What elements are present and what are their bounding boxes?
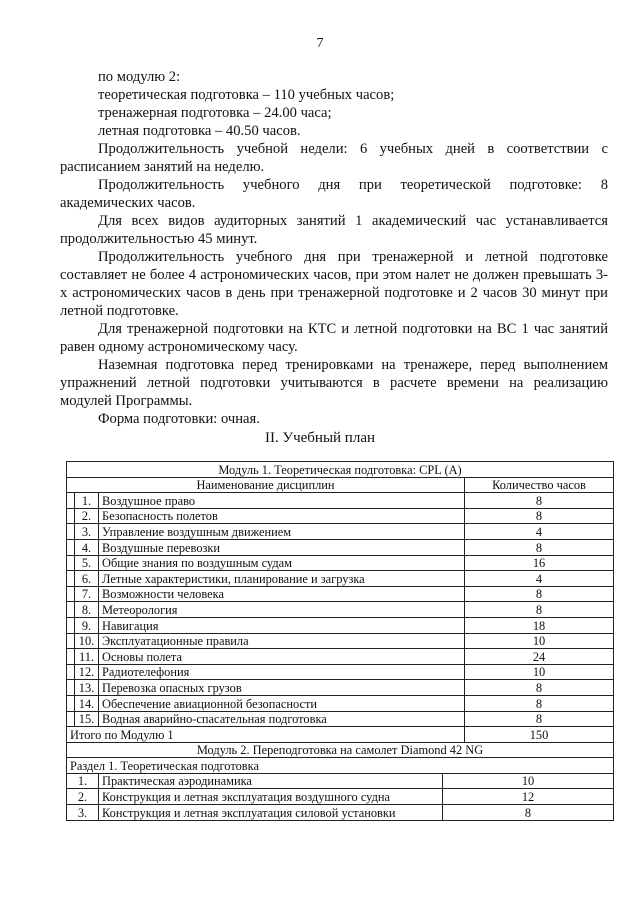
row-number: 10.: [75, 633, 99, 649]
discipline-hours: 8: [465, 508, 614, 524]
row-number: 2.: [75, 508, 99, 524]
paragraph: Форма подготовки: очная.: [98, 411, 260, 427]
discipline-hours: 12: [443, 789, 614, 805]
table-header-row: [67, 477, 614, 493]
discipline-hours: 10: [443, 773, 614, 789]
table-row: [67, 680, 614, 696]
discipline-name: Обеспечение авиационной безопасности: [99, 695, 465, 711]
row-number: 9.: [75, 617, 99, 633]
row-spacer: [67, 571, 75, 587]
table-row: [67, 602, 614, 618]
module1-title: Модуль 1. Теоретическая подготовка: CPL (A): [67, 462, 614, 478]
paragraph: Для тренажерной подготовки на КТС и летной подготовки на ВС 1 час занятий равен одному астрономическому часу.: [60, 321, 608, 355]
table-row: [67, 711, 614, 727]
row-number: 1.: [75, 493, 99, 509]
table-row: [67, 664, 614, 680]
paragraph: летная подготовка – 40.50 часов.: [98, 123, 301, 139]
row-spacer: [67, 680, 75, 696]
total-label: Итого по Модулю 1: [67, 727, 465, 743]
table-row: [67, 586, 614, 602]
discipline-hours: 18: [465, 617, 614, 633]
table-row: [67, 617, 614, 633]
discipline-hours: 10: [465, 633, 614, 649]
row-number: 11.: [75, 649, 99, 665]
paragraph: теоретическая подготовка – 110 учебных часов;: [98, 87, 395, 103]
discipline-name: Эксплуатационные правила: [99, 633, 465, 649]
module2-title: Модуль 2. Переподготовка на самолет Diamond 42 NG: [67, 742, 614, 758]
column-header-hours: Количество часов: [465, 477, 614, 493]
row-spacer: [67, 493, 75, 509]
paragraph: Продолжительность учебного дня при теоретической подготовке: 8 академических часов.: [60, 177, 608, 211]
row-spacer: [67, 586, 75, 602]
table-row: [67, 633, 614, 649]
total-hours: 150: [465, 727, 614, 743]
section1-title-row: [67, 758, 614, 774]
table-row: [67, 493, 614, 509]
discipline-name: Возможности человека: [99, 586, 465, 602]
discipline-hours: 8: [465, 602, 614, 618]
row-number: 7.: [75, 586, 99, 602]
discipline-hours: 16: [465, 555, 614, 571]
discipline-name: Навигация: [99, 617, 465, 633]
discipline-name: Основы полета: [99, 649, 465, 665]
row-spacer: [67, 711, 75, 727]
row-spacer: [67, 508, 75, 524]
discipline-hours: 8: [465, 493, 614, 509]
paragraph: Продолжительность учебного дня при тренажерной и летной подготовке составляет не более 4 астрономических часов, при этом налет не должен превышать 3-х астрономических часов в день при тренажерной подготовке и 2 часов 30 минут при летной подготовке.: [60, 249, 608, 319]
row-spacer: [67, 555, 75, 571]
discipline-hours: 4: [465, 524, 614, 540]
discipline-name: Перевозка опасных грузов: [99, 680, 465, 696]
paragraph: Наземная подготовка перед тренировками на тренажере, перед выполнением упражнений летной подготовки учитываются в расчете времени на реализацию модулей Программы.: [60, 357, 608, 409]
body-text: [60, 68, 608, 428]
row-number: 8.: [75, 602, 99, 618]
row-spacer: [67, 664, 75, 680]
paragraph: Продолжительность учебной недели: 6 учебных дней в соответствии с расписанием занятий на неделю.: [60, 141, 608, 175]
discipline-name: Безопасность полетов: [99, 508, 465, 524]
row-number: 13.: [75, 680, 99, 696]
section1-title: Раздел 1. Теоретическая подготовка: [67, 758, 614, 774]
module1-title-row: [67, 462, 614, 478]
table-row: [67, 539, 614, 555]
discipline-name: Воздушные перевозки: [99, 539, 465, 555]
row-number: 3.: [75, 524, 99, 540]
discipline-hours: 8: [465, 586, 614, 602]
total-row: [67, 727, 614, 743]
row-number: 14.: [75, 695, 99, 711]
section-title: II. Учебный план: [264, 430, 376, 446]
curriculum-table: [66, 461, 614, 821]
row-spacer: [67, 539, 75, 555]
row-number: 15.: [75, 711, 99, 727]
paragraph: Для всех видов аудиторных занятий 1 академический час устанавливается продолжительностью 45 минут.: [60, 213, 608, 247]
table-row: [67, 571, 614, 587]
discipline-hours: 10: [465, 664, 614, 680]
row-spacer: [67, 649, 75, 665]
discipline-hours: 8: [465, 539, 614, 555]
row-spacer: [67, 633, 75, 649]
row-spacer: [67, 524, 75, 540]
page-number: 7: [316, 36, 324, 51]
row-number: 3.: [67, 805, 99, 821]
discipline-name: Конструкция и летная эксплуатация силовой установки: [99, 805, 443, 821]
paragraph: по модулю 2:: [98, 69, 181, 85]
row-number: 2.: [67, 789, 99, 805]
discipline-name: Практическая аэродинамика: [99, 773, 443, 789]
discipline-name: Конструкция и летная эксплуатация воздушного судна: [99, 789, 443, 805]
discipline-name: Водная аварийно-спасательная подготовка: [99, 711, 465, 727]
table-row: [67, 695, 614, 711]
row-spacer: [67, 602, 75, 618]
module2-title-row: [67, 742, 614, 758]
discipline-hours: 8: [465, 711, 614, 727]
discipline-hours: 8: [465, 695, 614, 711]
table-row: [67, 649, 614, 665]
discipline-hours: 4: [465, 571, 614, 587]
row-number: 5.: [75, 555, 99, 571]
table-row: [67, 789, 614, 805]
discipline-name: Управление воздушным движением: [99, 524, 465, 540]
row-number: 4.: [75, 539, 99, 555]
discipline-name: Радиотелефония: [99, 664, 465, 680]
table-row: [67, 555, 614, 571]
discipline-hours: 8: [465, 680, 614, 696]
row-number: 12.: [75, 664, 99, 680]
table-row: [67, 524, 614, 540]
discipline-name: Летные характеристики, планирование и загрузка: [99, 571, 465, 587]
table-row: [67, 805, 614, 821]
discipline-hours: 24: [465, 649, 614, 665]
table-row: [67, 508, 614, 524]
row-spacer: [67, 695, 75, 711]
table-row: [67, 773, 614, 789]
paragraph: тренажерная подготовка – 24.00 часа;: [98, 105, 332, 121]
discipline-name: Воздушное право: [99, 493, 465, 509]
row-number: 6.: [75, 571, 99, 587]
discipline-name: Общие знания по воздушным судам: [99, 555, 465, 571]
discipline-hours: 8: [443, 805, 614, 821]
row-spacer: [67, 617, 75, 633]
discipline-name: Метеорология: [99, 602, 465, 618]
row-number: 1.: [67, 773, 99, 789]
column-header-name: Наименование дисциплин: [67, 477, 465, 493]
